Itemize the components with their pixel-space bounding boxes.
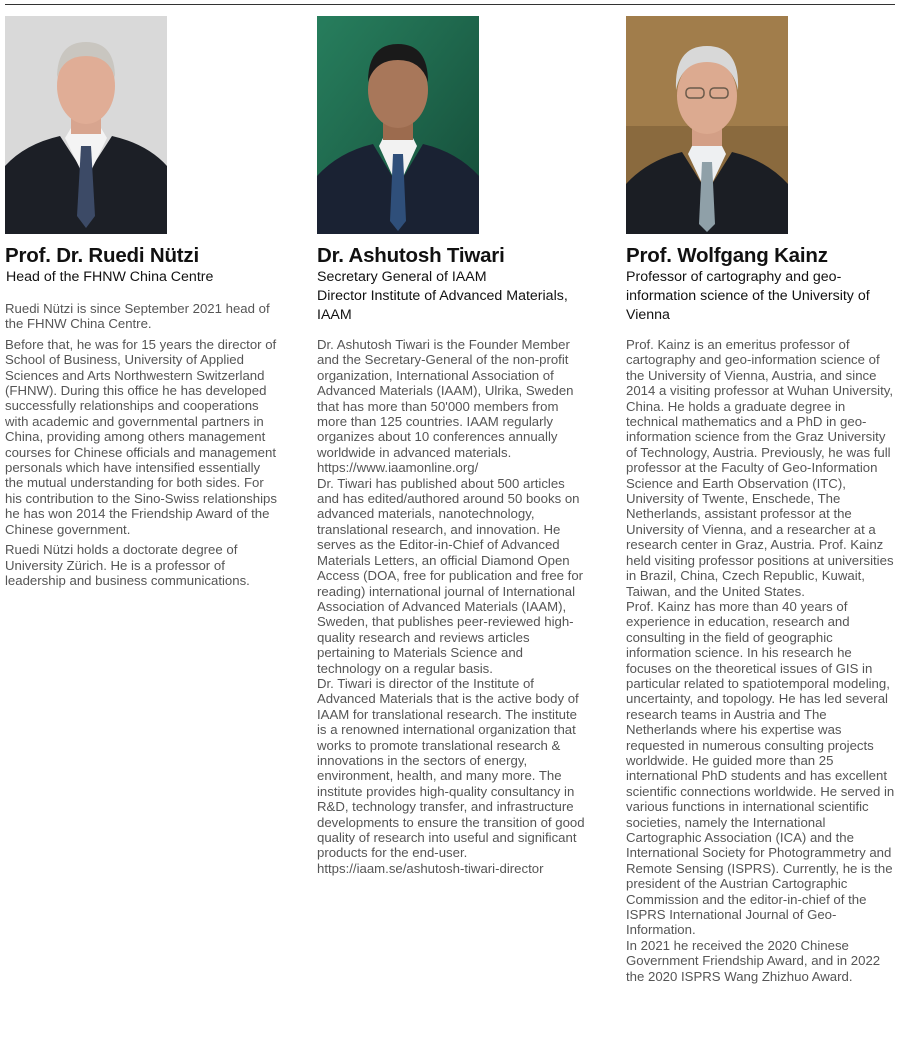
- role-line: Head of the FHNW China Centre: [6, 269, 214, 285]
- role-line: Director Institute of Advanced Materials, IAAM: [317, 288, 568, 323]
- portrait-photo: [626, 16, 788, 234]
- bio-paragraph: Before that, he was for 15 years the director of School of Business, University of Applied Sciences and Arts Northwestern Switzerland (FHNW). During this office he has developed successfully relationships and cooperations with academic and governmental partners in China, providing among others management courses for Chinese officials and management personals which have intensified essentially the mutual understanding for both sides. For his contribution to the Sino-Swiss relationships he has won 2014 the Friendship Award of the Chinese government.: [5, 336, 277, 537]
- speaker-name: Dr. Ashutosh Tiwari: [317, 244, 505, 267]
- bio-paragraph: Ruedi Nützi is since September 2021 head of the FHNW China Centre.: [5, 301, 270, 332]
- speaker-bio: [5, 301, 280, 588]
- profile-tiwari: [317, 16, 589, 876]
- bio-paragraph: Dr. Ashutosh Tiwari is the Founder Member and the Secretary-General of the non-profit organization, International Association of Advanced Materials (IAAM), Ulrika, Sweden that has more than 50'000 members from more than 125 countries. IAAM regularly organizes about 10 conferences annually worldwide in advanced materials. https://www.iaamonline.org/: [317, 337, 574, 476]
- portrait-photo: [317, 16, 479, 234]
- profile-nuetzi: [5, 16, 280, 588]
- speaker-role: [626, 268, 896, 325]
- speaker-name: Prof. Dr. Ruedi Nützi: [5, 244, 199, 267]
- speaker-bio: [317, 337, 589, 876]
- bio-paragraph: Prof. Kainz has more than 40 years of experience in education, research and consulting in the field of geographic information science. In his research he focuses on the theoretical issues of GIS in particular related to spatiotemporal modeling, uncertainty, and topology. He has led several research teams in Austria and The Netherlands where his expertise was requested in numerous consulting projects worldwide. He guided more than 25 international PhD students and has excellent scientific connections worldwide. He served in various functions in international scientific societies, namely the International Cartographic Association (ICA) and the International Society for Photogrammetry and Remote Sensing (ISPRS). Currently, he is the president of the Austrian Cartographic Commission and the editor-in-chief of the ISPRS International Journal of Geo-Information.: [626, 598, 895, 938]
- top-divider: [5, 4, 895, 5]
- bio-paragraph: Dr. Tiwari has published about 500 articles and has edited/authored around 50 books on advanced materials, nanotechnology, translational research, and innovation. He serves as the Editor-in-Chief of Advanced Materials Letters, an official Diamond Open Access (DOA, free for publication and free for reading) international journal of International Association of Advanced Materials (IAAM), Sweden, that publishes peer-reviewed high-quality research and reviews articles pertaining to Materials Science and technology on a regular basis.: [317, 475, 584, 676]
- profile-kainz: [626, 16, 896, 984]
- speaker-role: [317, 268, 589, 325]
- portrait-photo: [5, 16, 167, 234]
- bio-paragraph: Ruedi Nützi holds a doctorate degree of University Zürich. He is a professor of leadership and business communications.: [5, 542, 250, 588]
- speaker-role: [6, 268, 280, 287]
- speaker-bio: [626, 337, 896, 984]
- role-line: Professor of cartography and geo-information science of the University of Vienna: [626, 269, 870, 323]
- bio-link[interactable]: https://iaam.se/ashutosh-tiwari-director: [317, 860, 544, 876]
- role-line: Secretary General of IAAM: [317, 269, 487, 285]
- speaker-name: Prof. Wolfgang Kainz: [626, 244, 828, 267]
- bio-paragraph: Prof. Kainz is an emeritus professor of cartography and geo-information science of the University of Vienna, Austria, and since 2014 a visiting professor at Wuhan University, China. He holds a graduate degree in technical mathematics and a PhD in geo-information science from the Graz University of Technology, Austria. Previously, he was full professor at the Faculty of Geo-Information Science and Earth Observation (ITC), University of Twente, Enschede, The Netherlands, assistant professor at the University of Vienna, and a researcher at a research center in Graz, Austria. Prof. Kainz held visiting professor positions at universities in Brazil, China, Czech Republic, Kuwait, Taiwan, and the United States.: [626, 337, 894, 599]
- bio-paragraph: In 2021 he received the 2020 Chinese Government Friendship Award, and in 2022 the 2020 ISPRS Wang Zhizhuo Award.: [626, 937, 881, 984]
- bio-paragraph: Dr. Tiwari is director of the Institute of Advanced Materials that is the active body of IAAM for translational research. The institute is a renowned international organization that works to promote translational research & innovations in the sectors of energy, environment, health, and many more. The institute provides high-quality consultancy in R&D, technology transfer, and infrastructure developments to ensure the transition of good quality of research into useful and significant products for the end-user.: [317, 675, 585, 861]
